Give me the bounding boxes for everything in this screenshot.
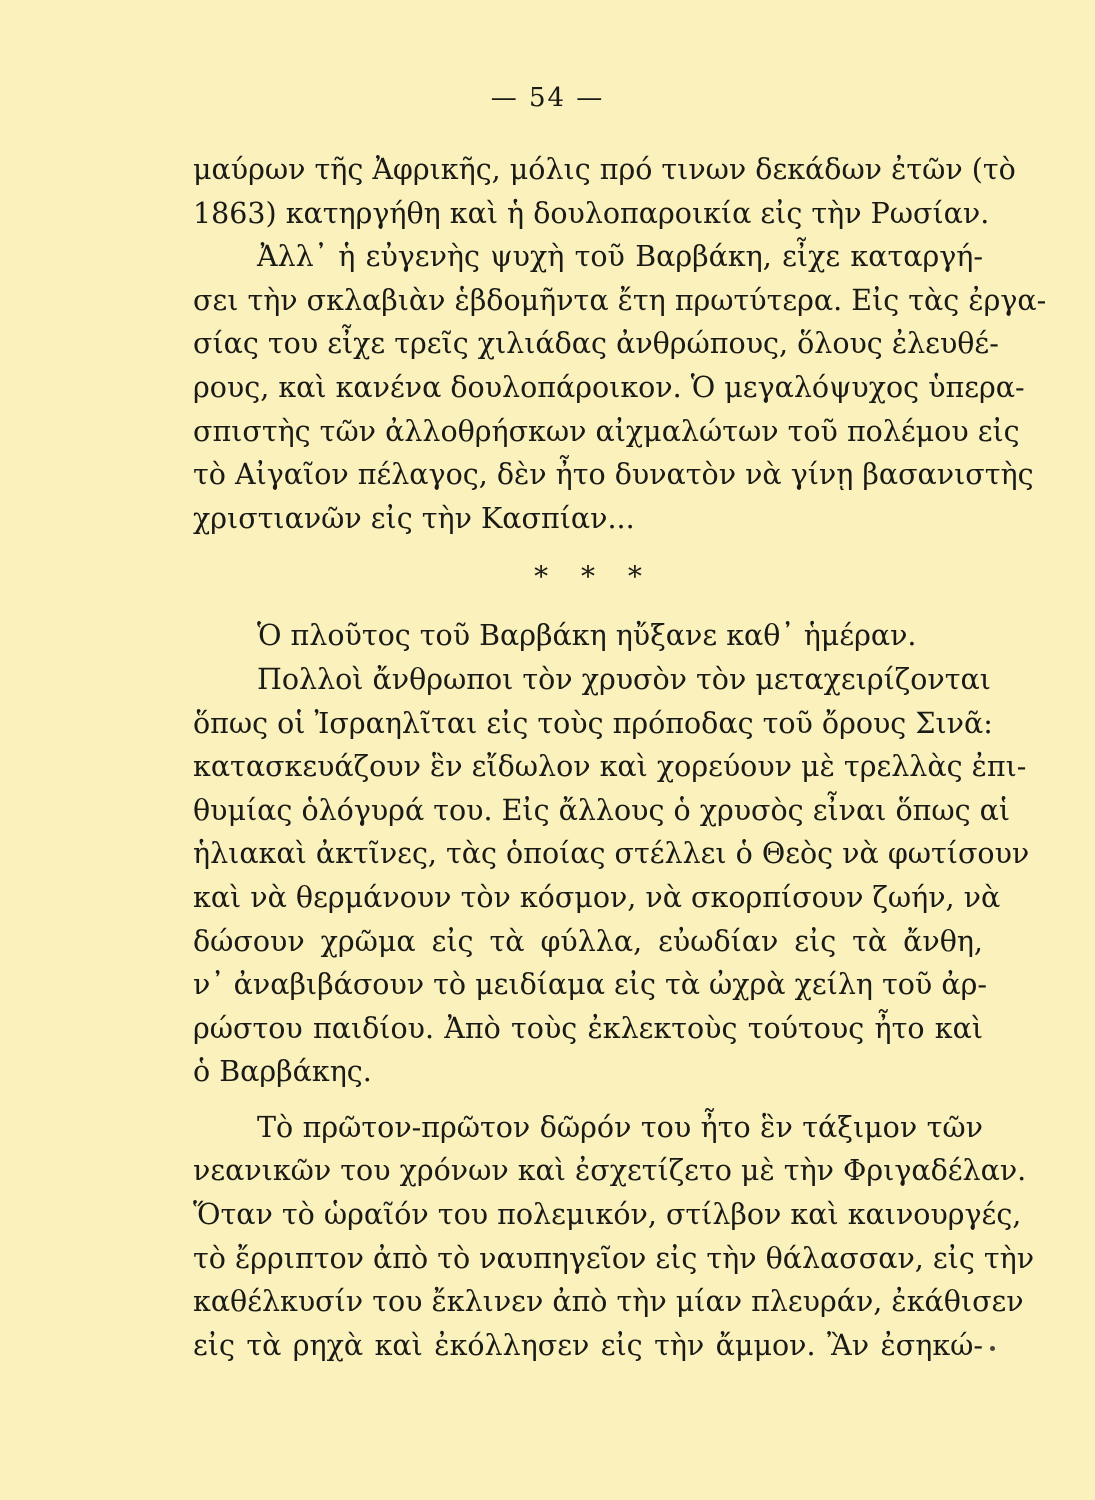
text-line: νεανικῶν του χρόνων καὶ ἐσχετίζετο μὲ τὴν Φριγαδέλαν. xyxy=(193,1154,1027,1188)
text-line: Ὅταν τὸ ὡραῖόν του πολεμικόν, στίλβον καὶ καινουργές, xyxy=(193,1198,1022,1232)
text-line: Ἀλλ᾿ ἡ εὐγενὴς ψυχὴ τοῦ Βαρβάκη, εἶχε καταργή- xyxy=(257,240,983,274)
text-line: ν᾿ ἀναβιβάσουν τὸ μειδίαμα εἰς τὰ ὠχρὰ χείλη τοῦ ἀρ- xyxy=(193,968,987,1002)
text-line: ἡλιακαὶ ἀκτῖνες, τὰς ὁποίας στέλλει ὁ Θεὸς νὰ φωτίσουν xyxy=(193,837,1030,871)
text-line: ρώστου παιδίου. Ἀπὸ τοὺς ἐκλεκτοὺς τούτους ἦτο καὶ xyxy=(193,1011,983,1045)
text-line: κατασκευάζουν ἓν εἴδωλον καὶ χορεύουν μὲ τρελλὰς ἐπι- xyxy=(193,750,1027,784)
text-line: Τὸ πρῶτον-πρῶτον δῶρόν του ἦτο ἓν τάξιμον τῶν xyxy=(257,1110,983,1144)
ink-speck xyxy=(990,1346,995,1351)
text-line: σπιστὴς τῶν ἀλλοθρήσκων αἰχμαλώτων τοῦ πολέμου εἰς xyxy=(193,414,1020,448)
text-line: Ὁ πλοῦτος τοῦ Βαρβάκη ηὔξανε καθ᾿ ἡμέραν. xyxy=(257,619,917,653)
page-number: — 54 — xyxy=(490,83,605,113)
paragraph-2 xyxy=(193,614,983,658)
text-line: καὶ νὰ θερμάνουν τὸν κόσμον, νὰ σκορπίσουν ζωήν, νὰ xyxy=(193,880,1001,914)
text-line: σίας του εἶχε τρεῖς χιλιάδας ἀνθρώπους, ὅλους ἐλευθέ- xyxy=(193,327,999,361)
text-line: ὁ Βαρβάκης. xyxy=(193,1055,372,1089)
text-line: καθέλκυσίν του ἔκλινεν ἀπὸ τὴν μίαν πλευράν, ἐκάθισεν xyxy=(193,1285,1024,1319)
text-line: ρους, καὶ κανένα δουλοπάροικον. Ὁ μεγαλόψυχος ὑπερα- xyxy=(193,370,1025,404)
text-line: μαύρων τῆς Ἀφρικῆς, μόλις πρό τινων δεκάδων ἐτῶν (τὸ xyxy=(193,153,1016,186)
paragraph-1 xyxy=(193,148,1047,540)
body-text xyxy=(193,148,1047,1367)
text-line: ὅπως οἱ Ἰσραηλῖται εἰς τοὺς πρόποδας τοῦ ὄρους Σινᾶ: xyxy=(193,706,993,740)
text-line: θυμίας ὁλόγυρά του. Εἰς ἄλλους ὁ χρυσὸς εἶναι ὅπως αἱ xyxy=(193,793,1011,827)
text-line: εἰς τὰ ρηχὰ καὶ ἐκόλλησεν εἰς τὴν ἄμμον. Ἂν ἐσηκώ- xyxy=(193,1328,983,1362)
text-line: χριστιανῶν εἰς τὴν Κασπίαν... xyxy=(193,501,635,535)
text-line: δώσουν χρῶμα εἰς τὰ φύλλα, εὐωδίαν εἰς τὰ ἄνθη, xyxy=(193,924,983,958)
paragraph-3 xyxy=(193,658,1030,1094)
text-line: σει τὴν σκλαβιὰν ἑβδομῆντα ἔτη πρωτύτερα. Εἰς τὰς ἐργα- xyxy=(193,283,1047,317)
text-line: τὸ ἔρριπτον ἀπὸ τὸ ναυπηγεῖον εἰς τὴν θάλασσαν, εἰς τὴν xyxy=(193,1241,1035,1275)
paragraph-4 xyxy=(193,1106,1035,1368)
text-line: 1863) κατηργήθη καὶ ἡ δουλοπαροικία εἰς τὴν Ρωσίαν. xyxy=(193,196,990,230)
paragraph-gap xyxy=(193,1094,983,1106)
section-separator: * * * xyxy=(534,560,654,594)
text-line: τὸ Αἰγαῖον πέλαγος, δὲν ἦτο δυνατὸν νὰ γίνῃ βασανιστὴς xyxy=(193,458,1034,492)
text-line: Πολλοὶ ἄνθρωποι τὸν χρυσὸν τὸν μεταχειρίζονται xyxy=(257,662,991,696)
